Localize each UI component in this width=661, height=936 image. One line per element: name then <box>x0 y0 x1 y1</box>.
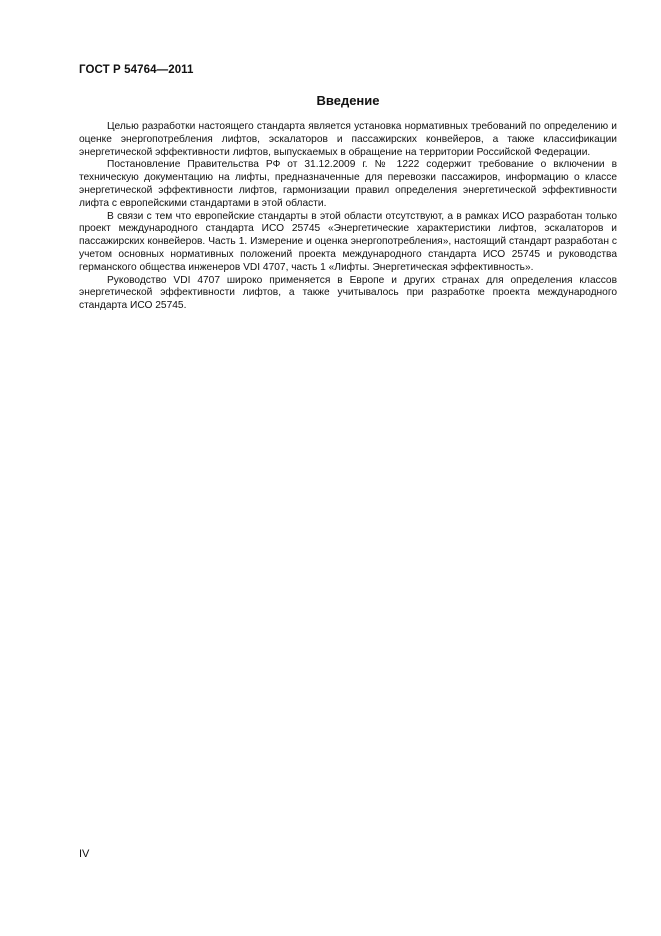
paragraph-purpose: Целью разработки настоящего стандарта является установка нормативных требований по определению и оценке энергопотребления лифтов, эскалаторов и пассажирских конвейеров, а также классификации энергетической эффективности лифтов, выпускаемых в обращение на территории Российской Федерации. <box>79 121 617 158</box>
paragraph-government-decree: Постановление Правительства РФ от 31.12.2009 г. № 1222 содержит требование о включении в техническую документацию на лифты, предназначенные для перевозки пассажиров, информацию о классе энергетической эффективности лифтов, гармонизации правил определения энергетической эффективности лифта с европейскими стандартами в этой области. <box>79 159 617 209</box>
section-title: Введение <box>316 93 380 108</box>
paragraph-vdi-guideline: Руководство VDI 4707 широко применяется в Европе и других странах для определения классов энергетической эффективности лифтов, а также учитывалось при разработке проекта международного стандарта ИСО 25745. <box>79 274 617 312</box>
introduction-body <box>79 121 617 313</box>
document-standard-code: ГОСТ Р 54764—2011 <box>79 64 194 76</box>
paragraph-iso-context: В связи с тем что европейские стандарты в этой области отсутствуют, а в рамках ИСО разработан только проект международного стандарта ИСО 25745 «Энергетические характеристики лифтов, эскалаторов и пассажирских конвейеров. Часть 1. Измерение и оценка энергопотребления», настоящий стандарт разработан с учетом основных нормативных положений проекта международного стандарта ИСО 25745 и руководства германского общества инженеров VDI 4707, часть 1 «Лифты. Энергетическая эффективность». <box>79 210 617 273</box>
page-number: IV <box>79 848 90 860</box>
